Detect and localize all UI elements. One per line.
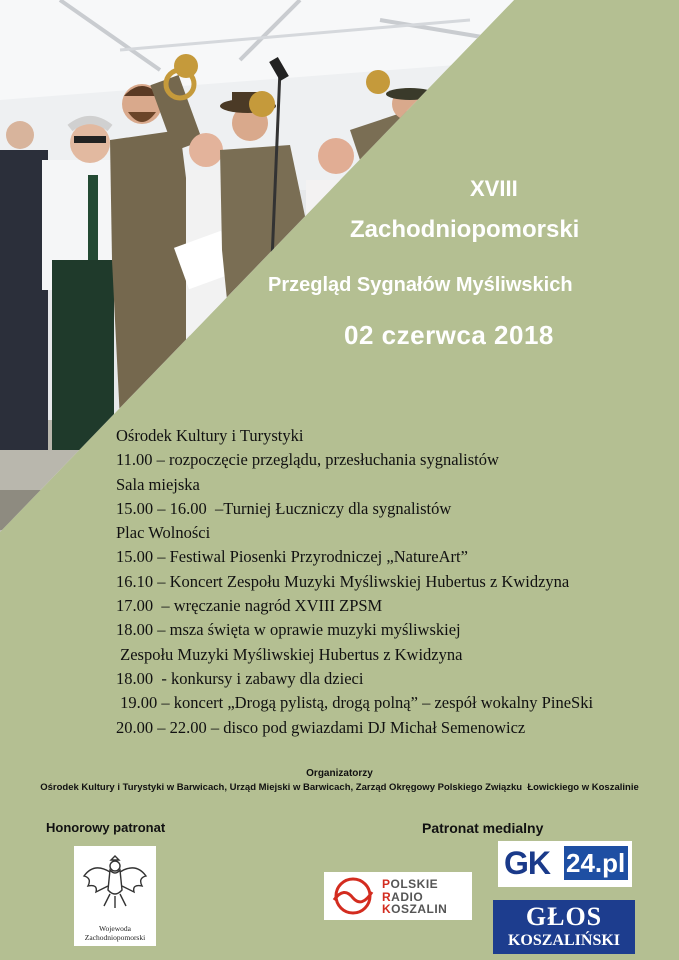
wojewoda-logo [74, 846, 156, 946]
schedule-line: 17.00 – wręczanie nagród XVIII ZPSM [116, 596, 383, 616]
radio-line1: POLSKIE [382, 877, 439, 891]
schedule-line: 18.00 - konkursy i zabawy dla dzieci [116, 668, 364, 688]
schedule-line: 15.00 – Festiwal Piosenki Przyrodniczej „NatureArt” [116, 547, 468, 567]
schedule-line: 18.00 – msza święta w oprawie muzyki myśliwskiej [116, 620, 461, 640]
schedule-line: Plac Wolności [116, 523, 211, 543]
event-date: 02 czerwca 2018 [344, 320, 554, 350]
organizers-list: Ośrodek Kultury i Turystyki w Barwicach, Urząd Miejski w Barwicach, Zarząd Okręgowy Polskiego Związku Łowickiego w Koszalinie [40, 782, 639, 793]
schedule-line: Ośrodek Kultury i Turystyki [116, 426, 304, 445]
radio-line2: RADIO [382, 889, 424, 904]
schedule-line: 16.10 – Koncert Zespołu Muzyki Myśliwskiej Hubertus z Kwidzyna [116, 571, 570, 591]
glos-logo-title: GŁOS [525, 902, 603, 931]
title-event-name: Przegląd Sygnałów Myśliwskich [268, 274, 573, 296]
schedule-line: 11.00 – rozpoczęcie przeglądu, przesłuchania sygnalistów [116, 450, 499, 470]
media-patronage-heading: Patronat medialny [422, 820, 544, 836]
wojewoda-text [74, 924, 156, 942]
polskie-radio-koszalin-logo [324, 872, 472, 920]
polskie-radio-koszalin-text [382, 878, 447, 916]
schedule-line: Sala miejska [116, 474, 200, 494]
schedule-line: 15.00 – 16.00 –Turniej Łuczniczy dla sygnalistów [116, 498, 452, 518]
radio-line3: KOSZALIN [382, 902, 448, 916]
wojewoda-line2: Zachodniopomorski [84, 933, 146, 942]
glos-logo-subtitle: KOSZALIŃSKI [507, 932, 621, 949]
glos-koszalinski-logo [493, 900, 635, 954]
honorary-patronage-heading: Honorowy patronat [46, 820, 166, 835]
wojewoda-line1: Wojewoda [99, 924, 131, 933]
title-edition: XVIII [470, 176, 518, 201]
title-region: Zachodniopomorski [350, 216, 580, 243]
eagle-emblem-icon [74, 846, 156, 918]
schedule-line: Zespołu Muzyki Myśliwskiej Hubertus z Kwidzyna [116, 644, 463, 664]
schedule-line: 20.00 – 22.00 – disco pod gwiazdami DJ Michał Semenowicz [116, 717, 526, 737]
gk24-logo-domain: 24.pl [564, 846, 628, 880]
schedule-list [116, 424, 676, 740]
gk24-logo [498, 841, 632, 887]
radio-wave-icon [328, 876, 378, 916]
gk24-logo-gk: GK [504, 845, 550, 881]
organizers-heading: Organizatorzy [306, 768, 373, 779]
schedule-line: 19.00 – koncert „Drogą pylistą, drogą polną” – zespół wokalny PineSki [116, 693, 594, 713]
